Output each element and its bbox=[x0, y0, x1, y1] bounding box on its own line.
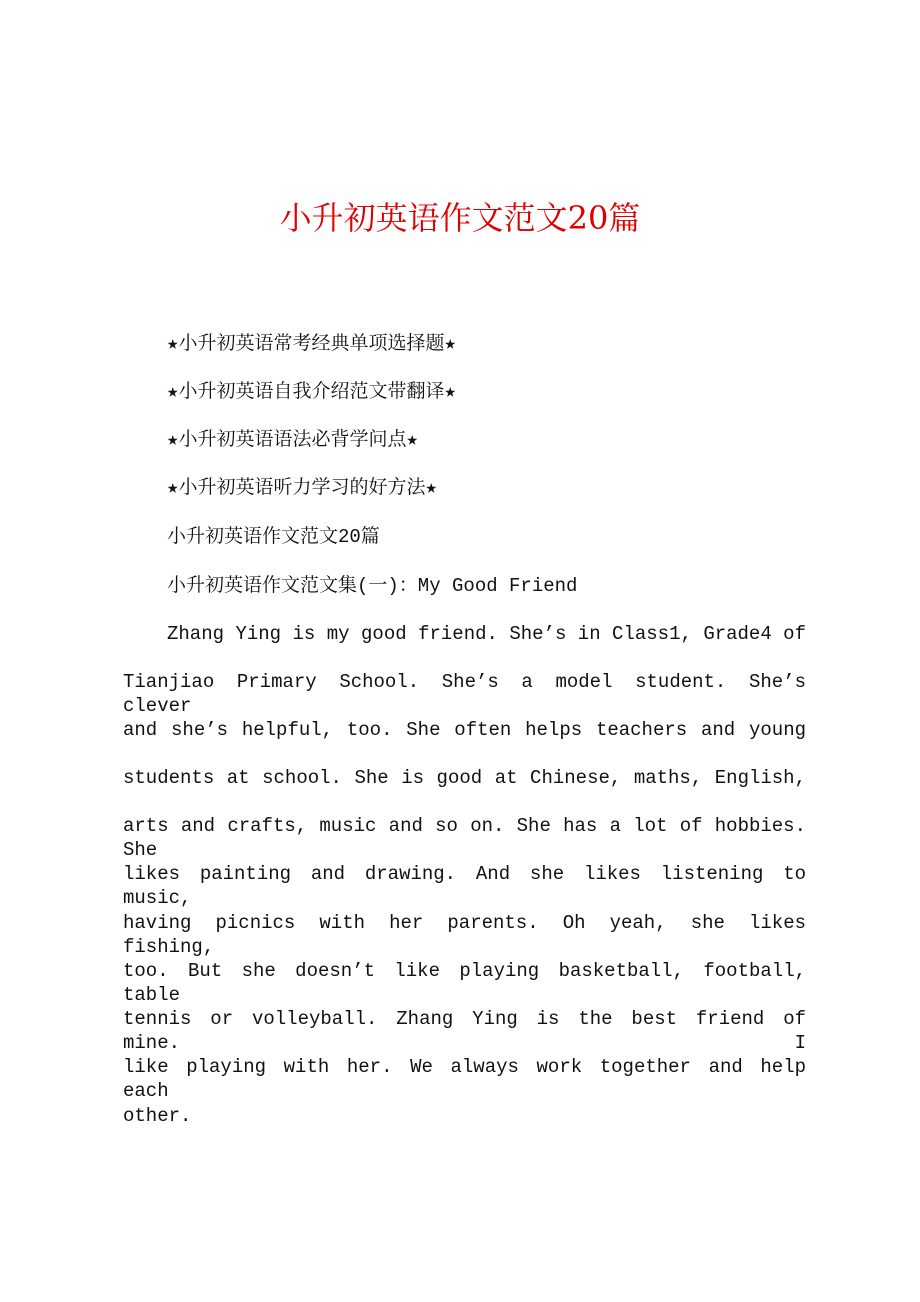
paragraph-line: Zhang Ying is my good friend. She’s in Class1, Grade4 of bbox=[167, 623, 806, 645]
link-item[interactable]: ★小升初英语常考经典单项选择题★ bbox=[167, 333, 456, 355]
link-item[interactable]: ★小升初英语听力学习的好方法★ bbox=[167, 477, 437, 499]
paragraph-line: students at school. She is good at Chinese, maths, English, bbox=[123, 767, 806, 789]
paragraph-line: arts and crafts, music and so on. She has a lot of hobbies. She bbox=[123, 815, 806, 861]
link-item[interactable]: ★小升初英语语法必背学问点★ bbox=[167, 429, 418, 451]
paragraph-line: having picnics with her parents. Oh yeah, she likes fishing, bbox=[123, 912, 806, 958]
paragraph-line: tennis or volleyball. Zhang Ying is the best friend of mine. I bbox=[123, 1008, 806, 1054]
paragraph-line: likes painting and drawing. And she likes listening to music, bbox=[123, 863, 806, 909]
document-title: 小升初英语作文范文20篇 bbox=[279, 199, 641, 237]
paragraph-line: and she’s helpful, too. She often helps teachers and young bbox=[123, 719, 806, 741]
paragraph-line: too. But she doesn’t like playing basketball, football, table bbox=[123, 960, 806, 1006]
subtitle: 小升初英语作文范文20篇 bbox=[167, 526, 380, 548]
paragraph-line: other. bbox=[123, 1105, 192, 1127]
link-item[interactable]: ★小升初英语自我介绍范文带翻译★ bbox=[167, 381, 456, 403]
paragraph-line: Tianjiao Primary School. She’s a model student. She’s clever bbox=[123, 671, 806, 717]
paragraph-line: like playing with her. We always work together and help each bbox=[123, 1056, 806, 1102]
section-heading: 小升初英语作文范文集(一)：My Good Friend bbox=[167, 575, 578, 597]
